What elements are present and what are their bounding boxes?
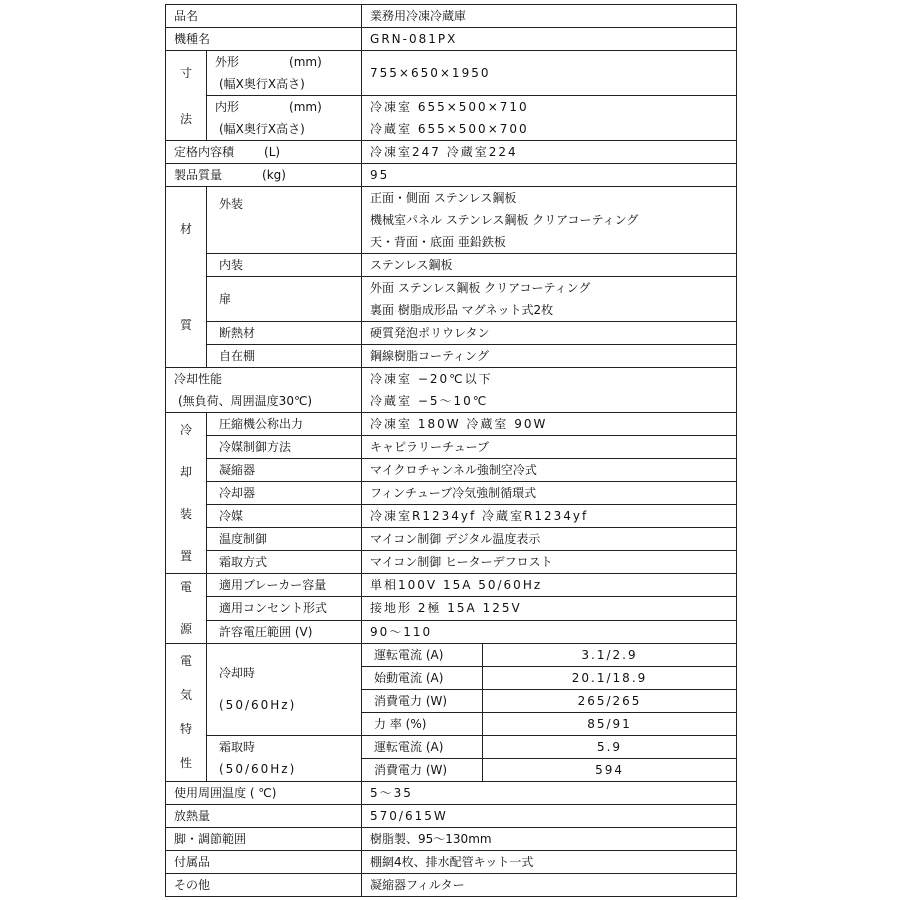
shelf-value: 鋼線樹脂コーティング xyxy=(362,345,737,368)
defrost-mode-label: 霜取時 (50/60Hz) xyxy=(207,735,362,781)
temperature-control-label: 温度制御 xyxy=(207,528,362,551)
dimension-group-label: 寸 法 xyxy=(166,51,207,141)
power-group-label: 電 源 xyxy=(166,574,207,643)
table-row xyxy=(166,505,737,528)
table-row xyxy=(166,187,737,254)
door-value: 外面 ステンレス鋼板 クリアコーティング 裏面 樹脂成形品 マグネット式2枚 xyxy=(362,277,737,322)
model-label: 機種名 xyxy=(166,28,362,51)
table-row xyxy=(166,368,737,413)
product-name-label: 品名 xyxy=(166,5,362,28)
cooling-device-group-label: 冷 却 装 置 xyxy=(166,413,207,574)
insulation-value: 硬質発泡ポリウレタン xyxy=(362,322,737,345)
table-row xyxy=(166,277,737,322)
evaporator-label: 冷却器 xyxy=(207,482,362,505)
inner-dimension-label: 内形 (mm) (幅X奥行X高さ) xyxy=(207,96,362,141)
legs-label: 脚・調節範囲 xyxy=(166,827,362,850)
table-row xyxy=(166,804,737,827)
table-row xyxy=(166,781,737,804)
refrigerant-label: 冷媒 xyxy=(207,505,362,528)
table-row xyxy=(166,551,737,574)
table-row xyxy=(166,459,737,482)
power-factor-label: 力 率 (%) xyxy=(362,712,483,735)
door-label: 扉 xyxy=(207,277,362,322)
table-row xyxy=(166,345,737,368)
table-row xyxy=(166,574,737,597)
product-name-value: 業務用冷凍冷蔵庫 xyxy=(362,5,737,28)
defrost-power-consumption-label: 消費電力 (W) xyxy=(362,758,483,781)
table-row xyxy=(166,5,737,28)
spec-table xyxy=(165,4,737,897)
table-row xyxy=(166,436,737,459)
exterior-value: 正面・側面 ステンレス鋼板 機械室パネル ステンレス鋼板 クリアコーティング 天・背面・底面 亜鉛鉄板 xyxy=(362,187,737,254)
capacity-label: 定格内容積 (L) xyxy=(166,141,362,164)
cooling-performance-label: 冷却性能 (無負荷、周囲温度30℃) xyxy=(166,368,362,413)
table-row xyxy=(166,413,737,436)
mass-label: 製品質量 (kg) xyxy=(166,164,362,187)
table-row xyxy=(166,827,737,850)
interior-value: ステンレス鋼板 xyxy=(362,254,737,277)
outlet-label: 適用コンセント形式 xyxy=(207,597,362,620)
defrost-power-consumption-value: 594 xyxy=(483,758,737,781)
mass-value: 95 xyxy=(362,164,737,187)
refrigerant-control-value: キャピラリーチューブ xyxy=(362,436,737,459)
other-label: その他 xyxy=(166,873,362,896)
defrost-method-label: 霜取方式 xyxy=(207,551,362,574)
compressor-value: 冷凍室 180W 冷蔵室 90W xyxy=(362,413,737,436)
defrost-run-current-value: 5.9 xyxy=(483,735,737,758)
cooling-mode-label: 冷却時 (50/60Hz) xyxy=(207,643,362,735)
accessories-value: 棚網4枚、排水配管キット一式 xyxy=(362,850,737,873)
table-row xyxy=(166,620,737,643)
outlet-value: 接地形 2極 15A 125V xyxy=(362,597,737,620)
shelf-label: 自在棚 xyxy=(207,345,362,368)
outer-dimension-label: 外形 (mm) (幅X奥行X高さ) xyxy=(207,51,362,96)
material-group-label: 材 質 xyxy=(166,187,207,368)
cooling-start-current-value: 20.1/18.9 xyxy=(483,666,737,689)
cooling-run-current-value: 3.1/2.9 xyxy=(483,643,737,666)
table-row xyxy=(166,164,737,187)
voltage-range-value: 90〜110 xyxy=(362,620,737,643)
electrical-group-label: 電 気 特 性 xyxy=(166,643,207,781)
defrost-method-value: マイコン制御 ヒーターデフロスト xyxy=(362,551,737,574)
cooling-power-consumption-value: 265/265 xyxy=(483,689,737,712)
insulation-label: 断熱材 xyxy=(207,322,362,345)
condenser-value: マイクロチャンネル強制空冷式 xyxy=(362,459,737,482)
model-value: GRN-081PX xyxy=(362,28,737,51)
table-row xyxy=(166,28,737,51)
interior-label: 内装 xyxy=(207,254,362,277)
evaporator-value: フィンチューブ冷気強制循環式 xyxy=(362,482,737,505)
exterior-label: 外装 xyxy=(207,187,362,254)
table-row xyxy=(166,96,737,141)
table-row xyxy=(166,850,737,873)
table-row xyxy=(166,873,737,896)
legs-value: 樹脂製、95〜130mm xyxy=(362,827,737,850)
table-row xyxy=(166,141,737,164)
table-row xyxy=(166,482,737,505)
other-value: 凝縮器フィルター xyxy=(362,873,737,896)
table-row xyxy=(166,597,737,620)
breaker-value: 単相100V 15A 50/60Hz xyxy=(362,574,737,597)
table-row xyxy=(166,254,737,277)
voltage-range-label: 許容電圧範囲 (V) xyxy=(207,620,362,643)
temperature-control-value: マイコン制御 デジタル温度表示 xyxy=(362,528,737,551)
outer-dimension-value: 755×650×1950 xyxy=(362,51,737,96)
table-row xyxy=(166,51,737,96)
accessories-label: 付属品 xyxy=(166,850,362,873)
cooling-run-current-label: 運転電流 (A) xyxy=(362,643,483,666)
heat-dissipation-value: 570/615W xyxy=(362,804,737,827)
inner-dimension-value: 冷凍室 655×500×710 冷蔵室 655×500×700 xyxy=(362,96,737,141)
cooling-power-consumption-label: 消費電力 (W) xyxy=(362,689,483,712)
heat-dissipation-label: 放熱量 xyxy=(166,804,362,827)
cooling-performance-value: 冷凍室 −20℃以下 冷蔵室 −5〜10℃ xyxy=(362,368,737,413)
compressor-label: 圧縮機公称出力 xyxy=(207,413,362,436)
table-row xyxy=(166,322,737,345)
condenser-label: 凝縮器 xyxy=(207,459,362,482)
ambient-temperature-value: 5〜35 xyxy=(362,781,737,804)
table-row xyxy=(166,735,737,758)
capacity-value: 冷凍室247 冷蔵室224 xyxy=(362,141,737,164)
defrost-run-current-label: 運転電流 (A) xyxy=(362,735,483,758)
power-factor-value: 85/91 xyxy=(483,712,737,735)
refrigerant-control-label: 冷媒制御方法 xyxy=(207,436,362,459)
cooling-start-current-label: 始動電流 (A) xyxy=(362,666,483,689)
breaker-label: 適用ブレーカー容量 xyxy=(207,574,362,597)
table-row xyxy=(166,643,737,666)
refrigerant-value: 冷凍室R1234yf 冷蔵室R1234yf xyxy=(362,505,737,528)
ambient-temperature-label: 使用周囲温度 ( ℃) xyxy=(166,781,362,804)
table-row xyxy=(166,528,737,551)
